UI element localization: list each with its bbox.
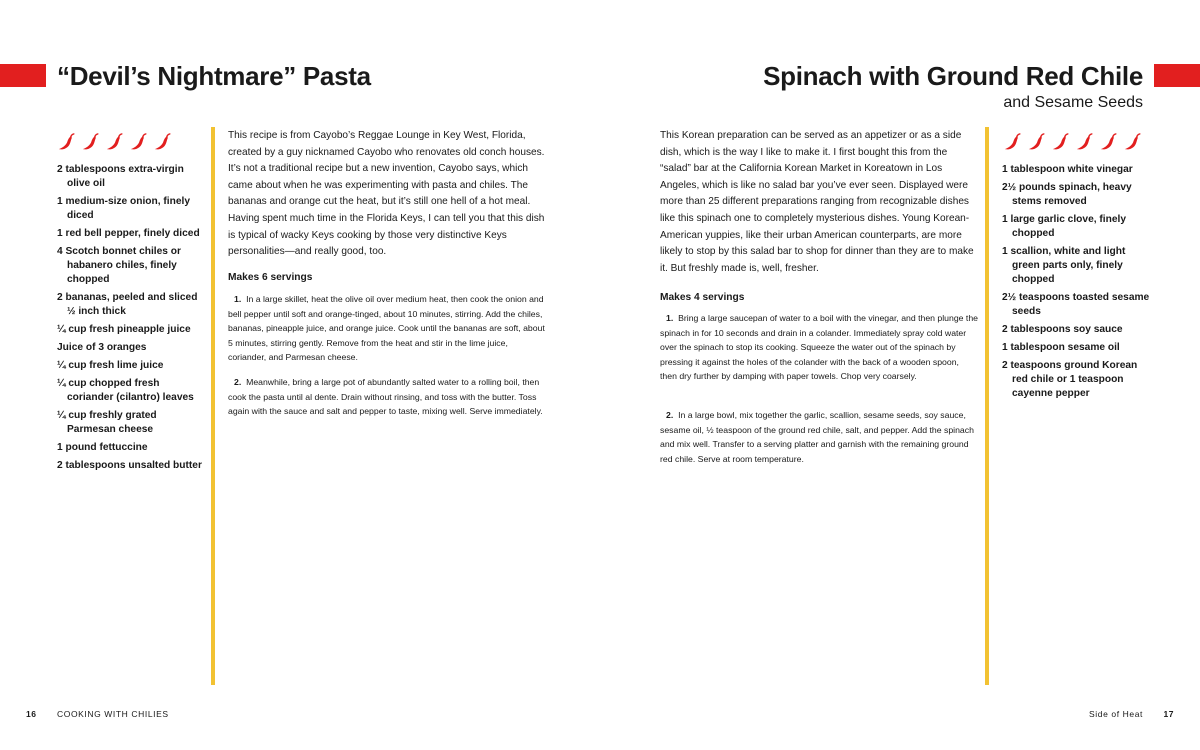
ingredient-item: ¼ cup chopped fresh coriander (cilantro) leaves (57, 378, 194, 403)
chile-icon (128, 132, 147, 152)
ingredient-item: 1 large garlic clove, finely chopped (1002, 214, 1127, 239)
ingredient-item: ¼ cup freshly grated Parmesan cheese (57, 410, 157, 435)
ingredient-item: 2 bananas, peeled and sliced ½ inch thick (57, 292, 198, 317)
running-head-right: Side of Heat (1089, 709, 1143, 719)
servings-left: Makes 6 servings (228, 272, 313, 283)
step-text: Bring a large saucepan of water to a boil with the vinegar, and then plunge the spinach in for 10 seconds and drain in a colander. Immediately spray cold water over the spinach to stop its cooking. Squeeze the water out of the spinach by pressing it against the holes of the colander with the back of a wooden spoon, then dry further by damping with paper towels. Chop very coarsely. (660, 313, 978, 382)
chile-icon (1026, 132, 1045, 152)
ingredient-item: 2 tablespoons soy sauce (1002, 324, 1123, 335)
chile-icon (1050, 132, 1069, 152)
chile-icon (1098, 132, 1117, 152)
ingredient-item: 2 teaspoons ground Korean red chile or 1 teaspoon cayenne pepper (1002, 360, 1138, 399)
title-accent-bar-right (1154, 64, 1200, 87)
method-step (660, 408, 978, 466)
step-number: 2. (234, 377, 242, 387)
ingredient-item: 1 pound fettuccine (57, 442, 148, 453)
ingredient-item: 2 tablespoons unsalted butter (57, 460, 202, 471)
recipe-title-left: “Devil’s Nightmare” Pasta (57, 61, 371, 91)
chile-icon (56, 132, 75, 152)
title-accent-bar-left (0, 64, 46, 87)
chile-icon (1122, 132, 1141, 152)
chile-icon (104, 132, 123, 152)
ingredient-item: 1 tablespoon sesame oil (1002, 342, 1120, 353)
heat-rating-left (56, 132, 171, 152)
ingredient-list-left (57, 163, 207, 477)
servings-right: Makes 4 servings (660, 292, 745, 303)
ingredient-list-right (1002, 163, 1152, 405)
chile-icon (1074, 132, 1093, 152)
running-head-left: COOKING WITH CHILIES (57, 709, 169, 719)
ingredient-item: 1 medium-size onion, finely diced (57, 196, 191, 221)
recipe-intro-right: This Korean preparation can be served as an appetizer or as a side dish, which is the way I like to make it. I first bought this from the “salad” bar at the California Korean Market in Koreatown in Los Angeles, which is like no salad bar you’ve ever seen. Displayed were more than 25 different preparations ranging from recognizable dishes like this spinach one to completely mysterious dishes. Young Korean-American yuppies, like their urban American counterparts, are more likely to stop by this salad bar to shop for dinner than they are to make it. But freshly made is, well, fresher. (660, 130, 974, 274)
ingredient-item: 2½ pounds spinach, heavy stems removed (1002, 182, 1132, 207)
step-text: In a large skillet, heat the olive oil over medium heat, then cook the onion and bell pepper until soft and orange-tinged, about 10 minutes, stirring. Add the chiles, bananas, pineapple juice, and orange juice. Cook until the bananas are soft, about 5 minutes, stirring gently. Remove from the heat and stir in the lime juice, coriander, and Parmesan cheese. (228, 294, 545, 363)
recipe-intro-left: This recipe is from Cayobo’s Reggae Lounge in Key West, Florida, created by a guy nicknamed Cayobo who renovates old conch houses. It’s not a traditional recipe but a new invention, Cayobo says, which came about when he was experimenting with pasta and chiles. The bananas and orange cut the heat, but it’s still one hell of a hot meal. Having spent much time in the Florida Keys, I can tell you that this dish is typical of wacky Keys cooking by those very distinctive Keys personalities—and really good, too. (228, 130, 545, 258)
ingredient-item: Juice of 3 oranges (57, 342, 147, 353)
ingredient-item: 1 scallion, white and light green parts only, finely chopped (1002, 246, 1126, 285)
ingredient-item: 2 tablespoons extra-virgin olive oil (57, 164, 184, 189)
page-number-left: 16 (26, 709, 37, 719)
divider-rule-left (211, 127, 215, 685)
recipe-subtitle-right: and Sesame Seeds (1003, 94, 1143, 111)
method-step (660, 311, 978, 384)
ingredient-item: 4 Scotch bonnet chiles or habanero chiles, finely chopped (57, 246, 181, 285)
method-step (228, 292, 546, 365)
chile-icon (80, 132, 99, 152)
ingredient-item: ¼ cup fresh pineapple juice (57, 324, 191, 335)
step-text: In a large bowl, mix together the garlic, scallion, sesame seeds, soy sauce, sesame oil, ½ teaspoon of the ground red chile, salt, and pepper. Add the spinach and mix well. Transfer to a serving platter and garnish with the remaining ground red chile. Serve at room temperature. (660, 410, 974, 464)
recipe-title-right: Spinach with Ground Red Chile (763, 61, 1143, 91)
step-text: Meanwhile, bring a large pot of abundantly salted water to a rolling boil, then cook the pasta until al dente. Drain without rinsing, and toss with the butter. Toss again with the sauce and salt and pepper to taste, mixing well. Serve immediately. (228, 377, 543, 417)
ingredient-item: 1 red bell pepper, finely diced (57, 228, 200, 239)
ingredient-item: 1 tablespoon white vinegar (1002, 164, 1133, 175)
chile-icon (1002, 132, 1021, 152)
heat-rating-right (1002, 132, 1141, 152)
step-number: 1. (234, 294, 242, 304)
chile-icon (152, 132, 171, 152)
ingredient-item: 2½ teaspoons toasted sesame seeds (1002, 292, 1150, 317)
method-step (228, 375, 546, 419)
page-number-right: 17 (1163, 709, 1174, 719)
step-number: 2. (666, 410, 674, 420)
ingredient-item: ¼ cup fresh lime juice (57, 360, 164, 371)
step-number: 1. (666, 313, 674, 323)
divider-rule-right (985, 127, 989, 685)
